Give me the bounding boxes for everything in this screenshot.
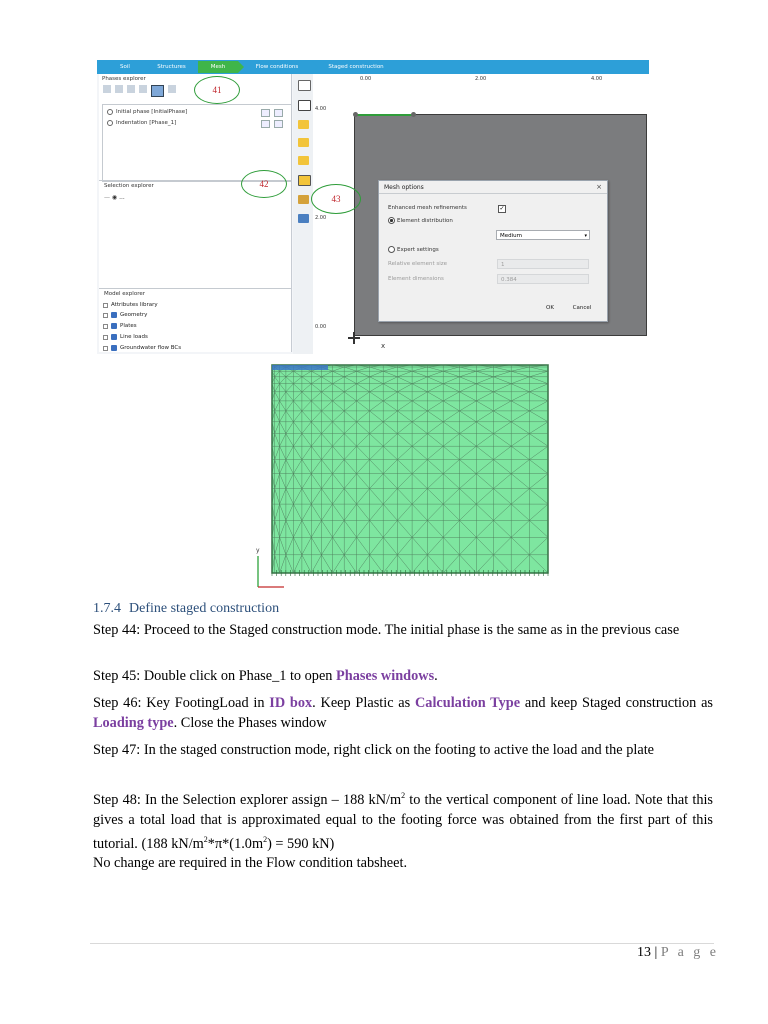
section-number: 1.7.4 [93, 601, 121, 616]
vertical-toolbar [293, 74, 314, 354]
ok-button[interactable]: OK [546, 305, 554, 311]
phase-label: Indentation [Phase_1] [116, 120, 177, 126]
selection-explorer-title: Selection explorer [104, 183, 154, 189]
ruler-top [313, 74, 649, 93]
divider [379, 193, 607, 194]
mesh-options-dialog [378, 180, 608, 322]
calculate-icon[interactable] [168, 85, 176, 93]
section-title: Define staged construction [129, 601, 280, 616]
mesh-tool-icon[interactable] [298, 120, 309, 129]
expand-icon[interactable] [103, 346, 108, 351]
element-dimensions-label: Element dimensions [388, 276, 444, 282]
section-heading [93, 601, 279, 617]
generated-mesh-screenshot [254, 361, 550, 594]
page-footer [637, 945, 719, 961]
select-points-icon[interactable] [298, 214, 309, 223]
mesh-mode-screenshot [97, 60, 649, 354]
tab-flow-conditions[interactable]: Flow conditions [242, 61, 312, 73]
insert-phase-icon[interactable] [115, 85, 123, 93]
ruler-tick: 4.00 [315, 106, 327, 112]
phase-label: Initial phase [InitialPhase] [116, 109, 188, 115]
dialog-title: Mesh options [384, 184, 424, 191]
cancel-button[interactable]: Cancel [572, 305, 592, 311]
phase-item-initial[interactable] [107, 109, 287, 115]
enhanced-refinements-checkbox[interactable]: ✓ [499, 205, 505, 212]
y-axis-label: y [256, 547, 260, 554]
view-mesh-icon[interactable] [298, 195, 309, 204]
divider [99, 288, 291, 289]
add-phase-icon[interactable] [103, 85, 111, 93]
geometry-icon [111, 312, 117, 318]
mesh-tool-icon[interactable] [298, 138, 309, 147]
loading-type-term: Loading type [93, 715, 174, 731]
element-distribution-radio[interactable]: Element distribution [388, 217, 453, 224]
step-47: Step 47: In the staged construction mode, right click on the footing to active the load and the plate [93, 742, 655, 758]
expand-icon[interactable] [103, 313, 108, 318]
footing-plate[interactable] [355, 114, 415, 116]
x-axis-line [348, 337, 360, 339]
callout-43: 43 [311, 184, 361, 214]
tab-structures[interactable]: Structures [149, 61, 194, 73]
edit-phases-icon[interactable] [151, 85, 164, 97]
callout-41: 41 [194, 76, 240, 104]
step-45: Step 45: Double click on Phase_1 to open Phases windows. [93, 668, 438, 684]
step-44: Step 44: Proceed to the Staged construction mode. The initial phase is the same as in the previous case [93, 622, 680, 638]
relative-size-label: Relative element size [388, 261, 448, 267]
tree-item-attributes[interactable]: Attributes library [103, 302, 158, 308]
select-cursor-icon[interactable] [298, 80, 311, 91]
phase-status-icon [107, 109, 113, 115]
phase-flags [261, 120, 283, 128]
ruler-tick: 0.00 [315, 324, 327, 330]
tree-item-plates[interactable]: Plates [103, 323, 137, 329]
delete-phase-icon[interactable] [127, 85, 135, 93]
mesh-tool-icon[interactable] [298, 156, 309, 165]
tree-item-groundwater[interactable]: Groundwater flow BCs [103, 345, 181, 351]
ruler-tick: 2.00 [315, 215, 327, 221]
tree-item-geometry[interactable]: Geometry [103, 312, 147, 318]
point-node[interactable] [411, 112, 416, 117]
ruler-tick: 4.00 [591, 76, 603, 82]
tree-item-line-loads[interactable]: Line loads [103, 334, 148, 340]
zoom-window-icon[interactable] [298, 100, 311, 111]
callout-42: 42 [241, 170, 287, 198]
tab-mesh[interactable]: Mesh [198, 61, 238, 73]
tab-soil[interactable]: Soil [105, 61, 145, 73]
footer-separator: | [654, 945, 658, 960]
flow-condition-note: No change are required in the Flow condition tabsheet. [93, 855, 408, 871]
footing-plate [272, 365, 328, 370]
close-icon[interactable]: × [596, 183, 602, 191]
ruler-left [313, 92, 344, 354]
footer-divider [90, 943, 714, 944]
ruler-tick: 2.00 [475, 76, 487, 82]
page-number: 13 [637, 945, 651, 960]
groundwater-icon [111, 345, 117, 351]
calculation-type-term: Calculation Type [414, 695, 521, 711]
phases-explorer-title: Phases explorer [102, 76, 146, 82]
relative-size-field: 1 [497, 259, 589, 269]
plates-icon [111, 323, 117, 329]
id-box-term: ID box [269, 695, 313, 711]
chevron-down-icon: ▾ [584, 233, 587, 239]
enhanced-refinements-label: Enhanced mesh refinements [388, 205, 467, 211]
generate-mesh-icon[interactable] [298, 175, 311, 186]
element-dimensions-field: 0.384 [497, 274, 589, 284]
phase-flags [261, 109, 283, 117]
phases-windows-term: Phases windows [336, 668, 435, 684]
phase-status-icon [107, 120, 113, 126]
phase-item-indentation[interactable] [107, 120, 287, 126]
x-axis-label: x [381, 342, 386, 350]
model-explorer-title: Model explorer [104, 291, 145, 297]
phases-toolbar [103, 85, 176, 97]
ruler-tick: 0.00 [360, 76, 372, 82]
mesh-plot [254, 361, 550, 594]
expand-icon[interactable] [103, 324, 108, 329]
step-46: Step 46: Key FootingLoad in ID box. Keep Plastic as Calculation Type and keep Staged construction as Loading type. Close the Phases window [93, 695, 713, 731]
point-node[interactable] [353, 112, 358, 117]
expand-icon[interactable] [103, 335, 108, 340]
expert-settings-radio[interactable]: Expert settings [388, 246, 439, 253]
copy-phase-icon[interactable] [139, 85, 147, 93]
line-loads-icon [111, 334, 117, 340]
radio-unselected-icon [388, 246, 395, 253]
page-word: P a g e [660, 945, 720, 960]
tab-staged-construction[interactable]: Staged construction [316, 61, 396, 73]
eye-icon[interactable]: ◉ [111, 194, 118, 201]
selection-item[interactable]: — ◉ ... [104, 194, 125, 201]
mode-tab-bar [97, 60, 649, 74]
element-distribution-select[interactable]: Medium ▾ [496, 230, 590, 240]
expand-icon[interactable] [103, 303, 108, 308]
radio-selected-icon [388, 217, 395, 224]
step-48: Step 48: In the Selection explorer assign – 188 $kN/m^2$ to the vertical component of line load. Note that this gives a total load that is approximated equal to the footing force was obtained from the first part of this tutorial. (188 $kN/m^2*\pi*(1.0m^2) = 590$ kN) [93, 791, 713, 852]
